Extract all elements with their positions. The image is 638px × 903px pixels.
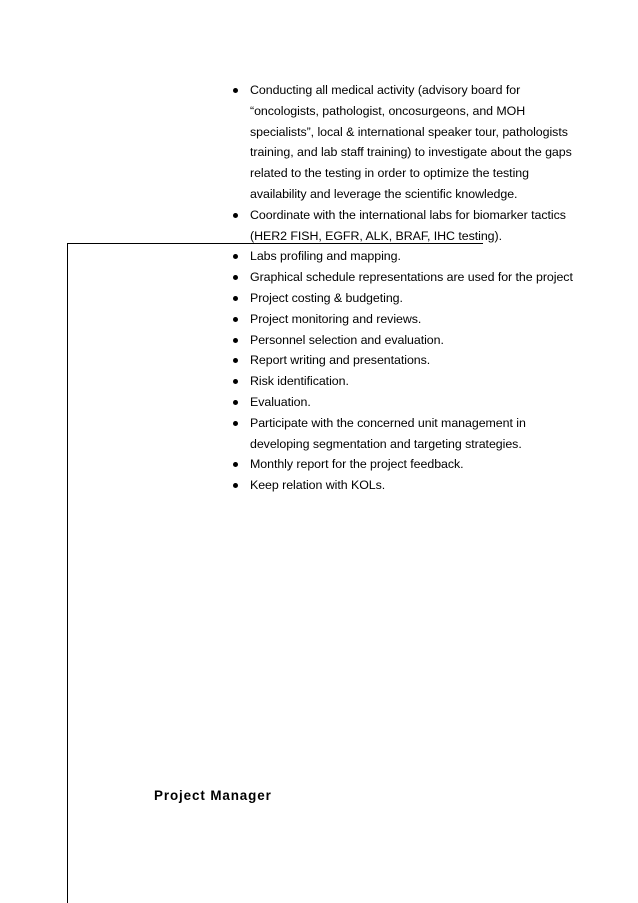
list-item: Coordinate with the international labs for biomarker tactics (HER2 FISH, EGFR, ALK, BRAF, IHC testing). bbox=[228, 205, 573, 247]
list-item: Personnel selection and evaluation. bbox=[228, 330, 573, 351]
list-item: Risk identification. bbox=[228, 371, 573, 392]
list-item: Monthly report for the project feedback. bbox=[228, 454, 573, 475]
list-item: Participate with the concerned unit management in developing segmentation and targeting strategies. bbox=[228, 413, 573, 455]
responsibilities-list bbox=[228, 80, 573, 496]
list-item: Report writing and presentations. bbox=[228, 350, 573, 371]
list-item: Labs profiling and mapping. bbox=[228, 246, 573, 267]
list-item: Conducting all medical activity (advisory board for “oncologists, pathologist, oncosurgeons, and MOH specialists”, local & international speaker tour, pathologists training, and lab staff training) to investigate about the gaps related to the testing in order to optimize the testing availability and leverage the scientific knowledge. bbox=[228, 80, 573, 205]
section-title: Project Manager bbox=[154, 788, 272, 803]
frame-left-rule bbox=[67, 243, 68, 903]
list-item: Keep relation with KOLs. bbox=[228, 475, 573, 496]
list-item: Evaluation. bbox=[228, 392, 573, 413]
list-item: Project costing & budgeting. bbox=[228, 288, 573, 309]
list-item: Project monitoring and reviews. bbox=[228, 309, 573, 330]
list-item: Graphical schedule representations are used for the project bbox=[228, 267, 573, 288]
